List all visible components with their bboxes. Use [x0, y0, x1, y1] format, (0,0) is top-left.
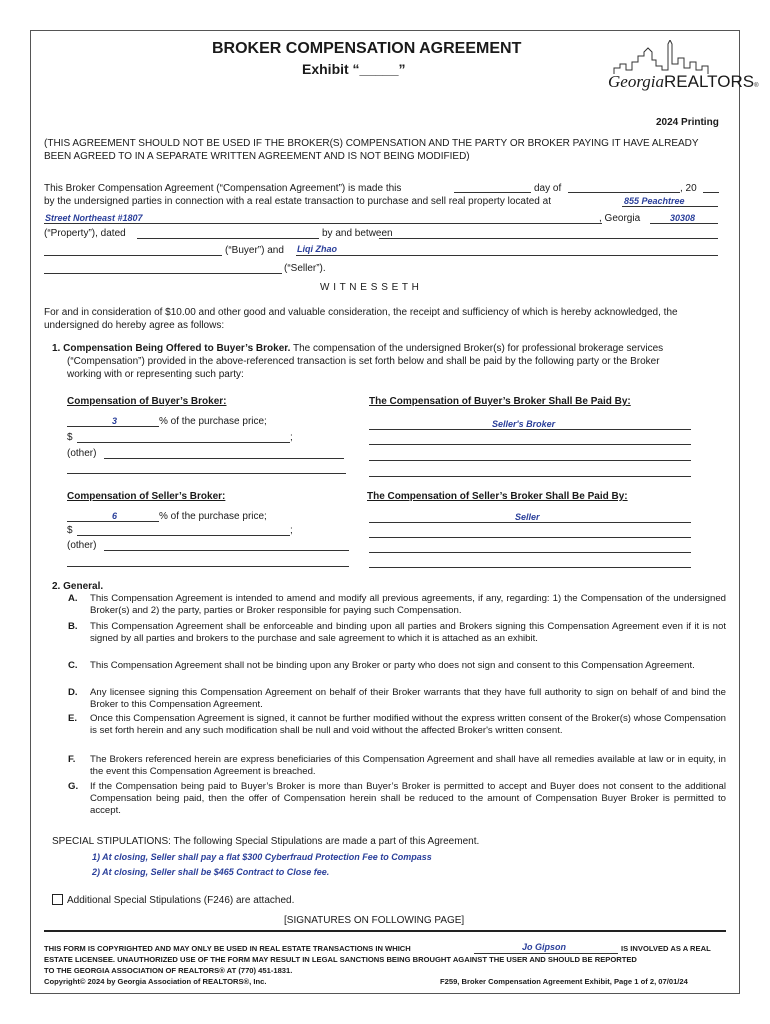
list-item-label: F. — [68, 754, 76, 765]
general-terms-list — [68, 593, 728, 823]
buyer-paid-by-field[interactable] — [369, 429, 691, 430]
list-item-text: This Compensation Agreement is intended to amend and modify all previous agreements, if any, regarding: 1) the Compensation of the undersigned Broker(s) and 2) the party, parties or Broker responsible for paying such Compensation. — [90, 593, 726, 617]
section-2-heading-line — [52, 580, 103, 593]
intro-line-1 — [44, 182, 401, 195]
day-field[interactable] — [454, 192, 531, 193]
intro-day-of: day of — [534, 183, 562, 194]
seller-paid-by-line-2[interactable] — [369, 537, 691, 538]
address-line-1-field[interactable] — [622, 206, 718, 207]
seller-name-field[interactable] — [296, 255, 718, 256]
footer-line-1a: THIS FORM IS COPYRIGHTED AND MAY ONLY BE USED IN REAL ESTATE TRANSACTIONS IN WHICH — [44, 944, 411, 953]
by-and-between-label: by and between — [322, 228, 393, 239]
section-1-text-2: (“Compensation”) provided in the above-referenced transaction is set forth below and shall be paid by the following party or the Broker — [67, 356, 660, 367]
intro-line-2: by the undersigned parties in connection with a real estate transaction to purchase and sell real property located at — [44, 196, 551, 207]
seller-paid-by-line-3[interactable] — [369, 552, 691, 553]
logo-registered-mark: ® — [754, 83, 759, 89]
list-item-label: B. — [68, 621, 78, 632]
exhibit-label: Exhibit “_____” — [302, 61, 406, 77]
buyer-comp-heading: Compensation of Buyer’s Broker: — [67, 396, 227, 407]
page-frame — [30, 30, 740, 994]
document-title: BROKER COMPENSATION AGREEMENT — [212, 40, 522, 57]
seller-dollar-sign: $ — [67, 525, 73, 536]
list-item-label: C. — [68, 660, 78, 671]
list-item-label: G. — [68, 781, 79, 792]
buyer-other-label: (other) — [67, 448, 97, 459]
list-item-text: Any licensee signing this Compensation Agreement on behalf of their Broker warrants that they have full authority to sign on behalf of and bind the Broker to this Compensation Agreement. — [90, 687, 726, 711]
seller-dollar-field[interactable] — [77, 535, 290, 536]
address-line-2: Street Northeast #1807 — [45, 213, 143, 223]
list-item-text: This Compensation Agreement shall be enforceable and binding upon all parties and Brokers signing this Compensation Agreement even if it is not signed by all parties and brokers to the purchase and sale agreement to which it is attached as an exhibit. — [90, 621, 726, 645]
list-item-text: The Brokers referenced herein are express beneficiaries of this Compensation Agreement and shall have all remedies available at law or in equity, in the event this Compensation Agreement is breached. — [90, 754, 726, 778]
seller-other-label: (other) — [67, 540, 97, 551]
seller-label: (“Seller”). — [284, 263, 326, 274]
licensee-field[interactable] — [474, 953, 618, 954]
dated-field[interactable] — [137, 238, 319, 239]
buyer-dollar-sign: $ — [67, 432, 73, 443]
skyline-icon — [606, 40, 736, 74]
special-stipulations-heading: SPECIAL STIPULATIONS: The following Special Stipulations are made a part of this Agreement. — [52, 836, 480, 847]
buyer-paid-by-line-3[interactable] — [369, 460, 691, 461]
buyer-percent-value: 3 — [112, 416, 118, 426]
month-field[interactable] — [568, 192, 680, 193]
seller-paid-by-field[interactable] — [369, 522, 691, 523]
footer-form-id: F259, Broker Compensation Agreement Exhibit, Page 1 of 2, 07/01/24 — [440, 977, 688, 986]
section-1-number: 1. — [52, 343, 61, 354]
intro-made-this: This Broker Compensation Agreement (“Compensation Agreement”) is made this — [44, 183, 402, 194]
special-stipulation-2: 2) At closing, Seller shall be $465 Contract to Close fee. — [92, 867, 330, 877]
address-line-2-field[interactable] — [44, 223, 602, 224]
signatures-note: [SIGNATURES ON FOLLOWING PAGE] — [284, 915, 465, 926]
zip-code: 30308 — [670, 213, 696, 223]
seller-percent-label: % of the purchase price; — [159, 511, 267, 522]
witnesseth-heading: W I T N E S S E T H — [320, 282, 420, 293]
buyer-other-field-2[interactable] — [67, 473, 346, 474]
seller-percent-field[interactable] — [67, 521, 159, 522]
additional-stipulations-checkbox[interactable] — [52, 894, 63, 905]
seller-other-field[interactable] — [104, 550, 349, 551]
footer-line-1b: IS INVOLVED AS A REAL — [621, 944, 711, 953]
logo-georgia-text: Georgia — [608, 72, 665, 91]
list-item-label: D. — [68, 687, 78, 698]
seller-comp-heading: Compensation of Seller’s Broker: — [67, 491, 226, 502]
seller-paid-by-heading: The Compensation of Seller’s Broker Shall Be Paid By: — [367, 491, 628, 502]
footer-copyright: Copyright© 2024 by Georgia Association of REALTORS®, Inc. — [44, 977, 267, 986]
year-field[interactable] — [703, 192, 719, 193]
buyer-dollar-semicolon: ; — [290, 432, 293, 443]
buyer-label: (“Buyer”) and — [225, 245, 284, 256]
seller-percent-value: 6 — [112, 511, 118, 521]
section-1-heading: Compensation Being Offered to Buyer’s Broker. — [63, 343, 291, 354]
special-stipulation-1: 1) At closing, Seller shall pay a flat $300 Cyberfraud Protection Fee to Compass — [92, 852, 432, 862]
section-1-text-1: The compensation of the undersigned Broker(s) for professional brokerage services — [290, 343, 664, 354]
section-2-number: 2. — [52, 581, 61, 592]
seller-name-field-2[interactable] — [44, 273, 282, 274]
logo-realtors-text: REALTORS — [664, 72, 755, 91]
buyer-paid-by-line-2[interactable] — [369, 444, 691, 445]
licensee-name: Jo Gipson — [522, 942, 567, 952]
buyer-percent-field[interactable] — [67, 426, 159, 427]
between-field[interactable] — [379, 238, 718, 239]
address-line-1: 855 Peachtree — [624, 196, 685, 206]
list-item-text: If the Compensation being paid to Buyer’s Broker is more than Buyer’s Broker is permitted to accept and Buyer does not consent to the additional Compensation being paid, then the offer of Compensation herein shall be reduced to the amount of Compensation Buyer Broker is permitted to accept. — [90, 781, 726, 817]
buyer-name-field[interactable] — [44, 255, 222, 256]
buyer-other-field[interactable] — [104, 458, 344, 459]
seller-paid-by-value: Seller — [515, 512, 540, 522]
buyer-paid-by-heading: The Compensation of Buyer’s Broker Shall Be Paid By: — [369, 396, 631, 407]
property-dated-label: (“Property”), dated — [44, 228, 126, 239]
additional-stipulations-label: Additional Special Stipulations (F246) are attached. — [67, 895, 295, 906]
georgia-label: , Georgia — [599, 213, 641, 224]
list-item-label: E. — [68, 713, 78, 724]
buyer-paid-by-line-4[interactable] — [369, 476, 691, 477]
seller-dollar-semicolon: ; — [290, 525, 293, 536]
intro-year-prefix: , 20 — [680, 183, 697, 194]
printing-year: 2024 Printing — [656, 117, 719, 128]
seller-other-field-2[interactable] — [67, 566, 349, 567]
footer-divider — [44, 930, 726, 932]
section-2-heading: General. — [63, 581, 104, 592]
disclaimer: (THIS AGREEMENT SHOULD NOT BE USED IF THE BROKER(S) COMPENSATION AND THE PARTY OR BROKER PAYING IT HAVE ALREADY BEEN AGREED TO IN A SEPARATE WRITTEN AGREEMENT AND IS NOT BEING MODIFIED) — [44, 138, 699, 162]
seller-paid-by-line-4[interactable] — [369, 567, 691, 568]
list-item-text: Once this Compensation Agreement is signed, it cannot be further modified without the express written consent of the Broker(s) whose Compensation is set forth herein and any such modification shall be null and void without the affected Broker's written consent. — [90, 713, 726, 737]
consideration-text: For and in consideration of $10.00 and other good and valuable consideration, the receipt and sufficiency of which is hereby acknowledged, the undersigned do hereby agree as follows: — [44, 307, 678, 331]
buyer-dollar-field[interactable] — [77, 442, 290, 443]
list-item-text: This Compensation Agreement shall not be binding upon any Broker or party who does not sign and consent to this Compensation Agreement. — [90, 660, 695, 671]
section-1-text-3: working with or representing such party: — [67, 369, 244, 380]
buyer-paid-by-value: Seller's Broker — [492, 419, 556, 429]
footer-line-2: ESTATE LICENSEE. UNAUTHORIZED USE OF THE FORM MAY RESULT IN LEGAL SANCTIONS BEING BROUGHT AGAINST THE USER AND SHOULD BE REPORTED — [44, 955, 637, 964]
list-item-label: A. — [68, 593, 78, 604]
georgia-realtors-logo — [606, 40, 759, 98]
section-1-line-1 — [52, 342, 663, 355]
seller-name: Liqi Zhao — [297, 244, 337, 254]
buyer-percent-label: % of the purchase price; — [159, 416, 267, 427]
zip-field[interactable] — [650, 223, 718, 224]
footer-line-3: TO THE GEORGIA ASSOCIATION OF REALTORS® AT (770) 451-1831. — [44, 966, 293, 975]
